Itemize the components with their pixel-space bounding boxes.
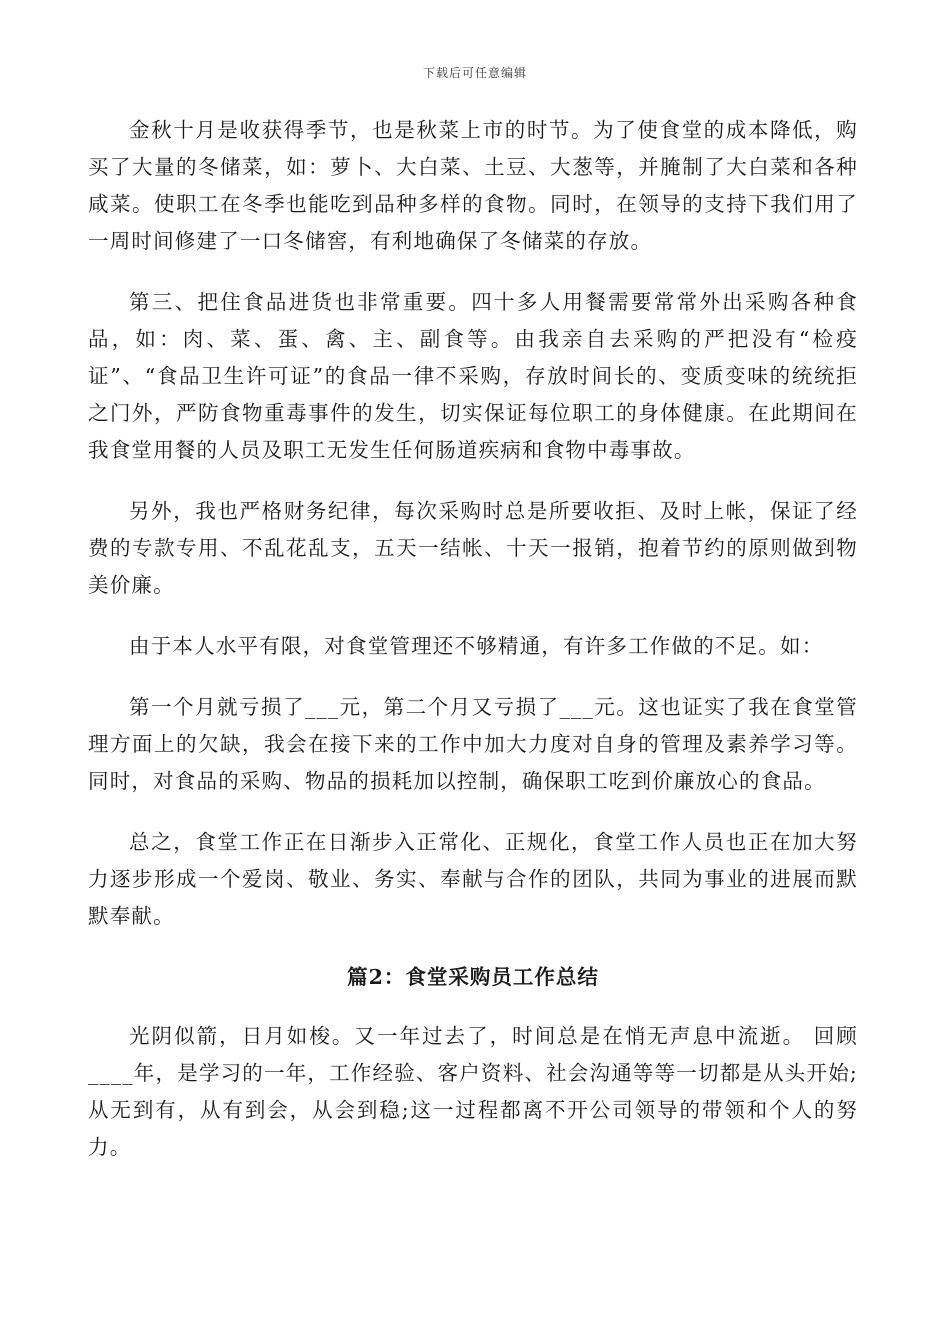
paragraph-losses: 第一个月就亏损了___元，第二个月又亏损了___元。这也证实了我在食堂管理方面上的欠缺，我会在接下来的工作中加大力度对自身的管理及素养学习等。同时，对食品的采购、物品的损耗加以控制，确保职工吃到价廉放心的食品。: [88, 695, 858, 793]
page-header: 下载后可任意编辑: [422, 66, 527, 80]
paragraph-financial-discipline: 另外，我也严格财务纪律，每次采购时总是所要收拒、及时上帐，保证了经费的专款专用、不乱花乱支，五天一结帐、十天一报销，抱着节约的原则做到物美价廉。: [88, 499, 858, 597]
document-body: [88, 112, 858, 1190]
paragraph-winter-vegetables: 金秋十月是收获得季节，也是秋菜上市的时节。为了使食堂的成本降低，购买了大量的冬储菜，如：萝卜、大白菜、土豆、大葱等，并腌制了大白菜和各种咸菜。使职工在冬季也能吃到品种多样的食物。同时，在领导的支持下我们用了一周时间修建了一口冬储窖，有利地确保了冬储菜的存放。: [88, 118, 858, 253]
paragraph-review: 光阴似箭，日月如梭。又一年过去了，时间总是在悄无声息中流逝。 回顾____年，是学习的一年，工作经验、客户资料、社会沟通等等一切都是从头开始;从无到有，从有到会，从会到稳;这一过程都离不开公司领导的带领和个人的努力。: [88, 1024, 859, 1159]
paragraph-shortcomings-intro: 由于本人水平有限，对食堂管理还不够精通，有许多工作做的不足。如：: [129, 634, 824, 658]
paragraph-conclusion: 总之，食堂工作正在日渐步入正常化、正规化，食堂工作人员也正在加大努力逐步形成一个爱岗、敬业、务实、奉献与合作的团队，共同为事业的进展而默默奉献。: [88, 830, 858, 928]
paragraph-food-purchasing: 第三、把住食品进货也非常重要。四十多人用餐需要常常外出采购各种食品，如：肉、菜、蛋、禽、主、副食等。由我亲自去采购的严把没有“检疫证”、“食品卫生许可证”的食品一律不采购，存放时间长的、变质变味的统统拒之门外，严防食物重毒事件的发生，切实保证每位职工的身体健康。在此期间在我食堂用餐的人员及职工无发生任何肠道疾病和食物中毒事故。: [88, 290, 858, 462]
section-heading: 篇2：食堂采购员工作总结: [347, 965, 599, 989]
